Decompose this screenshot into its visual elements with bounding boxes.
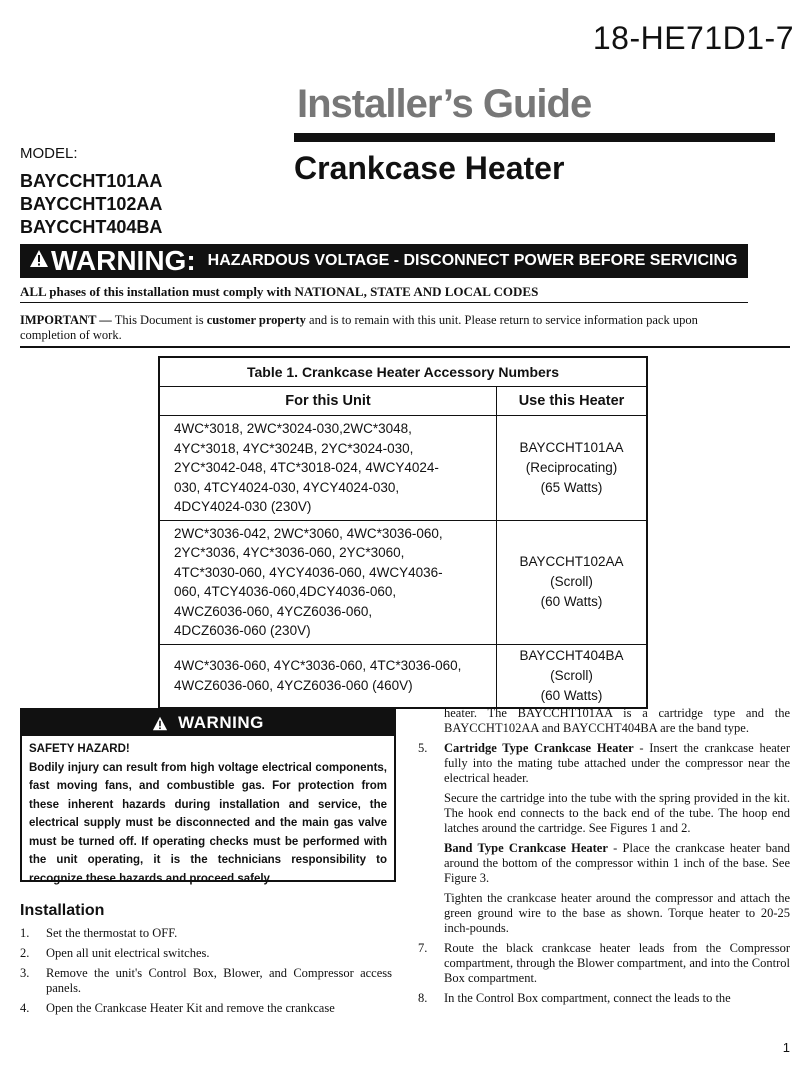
unit-list xyxy=(159,520,497,644)
heater-watts: (65 Watts) xyxy=(540,479,603,495)
step-text: Set the thermostat to OFF. xyxy=(46,926,178,940)
warning-box-header xyxy=(22,710,394,736)
list-item xyxy=(418,741,790,786)
title-rule xyxy=(294,133,775,142)
step-number: 7. xyxy=(418,941,428,955)
heater-type: (Scroll) xyxy=(550,667,593,683)
step-text: Remove the unit's Control Box, Blower, and Compressor access panels. xyxy=(46,966,392,995)
list-item xyxy=(418,991,790,1006)
codes-notice: ALL phases of this installation must comply with NATIONAL, STATE AND LOCAL CODES xyxy=(20,284,539,299)
divider xyxy=(20,346,790,348)
unit-line: 4DCZ6036-060 (230V) xyxy=(174,623,311,638)
step-continuation: heater. The BAYCCHT101AA is a cartridge type and the BAYCCHT102AA and BAYCCHT404BA are the band type. xyxy=(444,706,790,735)
heater-model: BAYCCHT404BA xyxy=(519,647,624,663)
warning-text: HAZARDOUS VOLTAGE - DISCONNECT POWER BEFORE SERVICING xyxy=(207,252,738,269)
step-number: 5. xyxy=(418,741,428,755)
model-list xyxy=(20,170,162,239)
table-title: Table 1. Crankcase Heater Accessory Numbers xyxy=(159,357,647,387)
model-label: MODEL: xyxy=(20,145,78,162)
heater-cell xyxy=(497,416,648,521)
important-notice xyxy=(20,313,752,343)
warning-triangle-icon xyxy=(29,248,49,274)
warning-label: WARNING: xyxy=(51,245,196,276)
unit-line: 4YC*3018, 4YC*3024B, 2YC*3024-030, xyxy=(174,440,414,456)
step-heading: Band Type Crankcase Heater xyxy=(444,841,608,855)
step-text: Route the black crankcase heater leads from the Compressor compartment, through the Blower compartment, and into the Control Box compartment. xyxy=(444,941,790,985)
page-number: 1 xyxy=(782,1040,790,1055)
step-text: Open the Crankcase Heater Kit and remove the crankcase xyxy=(46,1001,335,1015)
unit-line: 4TC*3030-060, 4YCY4036-060, 4WCY4036- xyxy=(174,564,443,580)
paragraph xyxy=(418,841,790,886)
paragraph: Tighten the crankcase heater around the compressor and attach the green ground wire to the base as shown. Torque heater to 20-25 inch-pounds. xyxy=(444,891,790,935)
heater-watts: (60 Watts) xyxy=(540,687,603,703)
unit-line: 2YC*3042-048, 4TC*3018-024, 4WCY4024- xyxy=(174,460,439,475)
list-item xyxy=(20,946,392,961)
table-row xyxy=(159,520,647,644)
step-text: - Insert the crankcase heater fully into the mating tube attached under the compressor near the electrical header. xyxy=(444,741,790,785)
unit-line: 4DCY4024-030 (230V) xyxy=(174,499,312,514)
heater-watts: (60 Watts) xyxy=(540,594,603,609)
list-item xyxy=(20,966,392,996)
step-number: 1. xyxy=(20,926,30,940)
unit-line: 4WC*3036-060, 4YC*3036-060, 4TC*3036-060, xyxy=(174,658,462,673)
step-text: - Place the crankcase heater band around the bottom of the compressor within 1 inch of the base. See Figure 3. xyxy=(444,841,790,885)
accessory-table xyxy=(158,356,648,709)
warning-triangle-icon xyxy=(152,716,168,731)
step-number: 2. xyxy=(20,946,30,960)
important-lead: IMPORTANT — xyxy=(20,313,112,327)
list-item xyxy=(20,1001,392,1016)
heater-model: BAYCCHT101AA xyxy=(519,439,624,455)
model-number: BAYCCHT102AA xyxy=(20,194,163,214)
model-number: BAYCCHT404BA xyxy=(20,217,163,237)
unit-line: 030, 4TCY4024-030, 4YCY4024-030, xyxy=(174,479,400,495)
unit-line: 2WC*3036-042, 2WC*3060, 4WC*3036-060, xyxy=(174,525,443,541)
unit-line: 4WCZ6036-060, 4YCZ6036-060, xyxy=(174,603,373,619)
column-header-heater: Use this Heater xyxy=(497,387,648,416)
unit-list xyxy=(159,416,497,521)
unit-line: 2YC*3036, 4YC*3036-060, 2YC*3060, xyxy=(174,545,405,560)
divider xyxy=(20,302,748,303)
important-bold: customer property xyxy=(206,313,306,327)
table-row xyxy=(159,644,647,708)
list-item xyxy=(20,926,392,941)
hazard-warning-bar xyxy=(20,244,748,278)
heater-model: BAYCCHT102AA xyxy=(519,554,624,569)
important-text-1: This Document is xyxy=(111,313,207,327)
step-heading: Cartridge Type Crankcase Heater xyxy=(444,741,634,755)
step-number: 4. xyxy=(20,1001,30,1015)
installation-heading: Installation xyxy=(20,902,105,919)
product-title: Crankcase Heater xyxy=(294,150,565,186)
warning-box-title: WARNING xyxy=(178,713,264,732)
step-number: 3. xyxy=(20,966,30,980)
document-number: 18-HE71D1-7 xyxy=(592,20,794,56)
step-number: 8. xyxy=(418,991,428,1005)
unit-list xyxy=(159,644,497,708)
list-item xyxy=(418,941,790,986)
warning-box-body xyxy=(22,736,394,892)
guide-title: Installer’s Guide xyxy=(297,82,592,126)
heater-type: (Reciprocating) xyxy=(525,459,618,475)
heater-cell xyxy=(497,520,648,644)
heater-type: (Scroll) xyxy=(550,574,593,589)
important-text-2: and is to remain with this unit. Please return to service information pack upon completion of work. xyxy=(20,313,698,342)
column-header-unit: For this Unit xyxy=(159,387,497,416)
warning-box-text: Bodily injury can result from high voltage electrical components, fast moving fans, and combustible gas. For protection from these inherent hazards during installation and service, the electrical supply must be disconnected and the main gas valve must be turned off. If operating checks must be performed with the unit operating, it is the technicians responsibility to recognize these hazards and proceed safely. xyxy=(29,761,387,885)
safety-warning-box xyxy=(20,708,396,885)
unit-line: 060, 4TCY4036-060,4DCY4036-060, xyxy=(174,584,397,599)
step-text: In the Control Box compartment, connect the leads to the xyxy=(444,991,731,1005)
model-number: BAYCCHT101AA xyxy=(20,171,163,191)
unit-line: 4WC*3018, 2WC*3024-030,2WC*3048, xyxy=(174,421,412,436)
paragraph: Secure the cartridge into the tube with the spring provided in the kit. The hook end connects to the back end of the tube. The hoop end latches around the cartridge. See Figures 1 and 2. xyxy=(444,791,790,835)
installation-steps xyxy=(20,926,392,1021)
heater-cell xyxy=(497,644,648,708)
unit-line: 4WCZ6036-060, 4YCZ6036-060 (460V) xyxy=(174,677,413,693)
table-row xyxy=(159,416,647,521)
right-column xyxy=(418,706,790,1011)
warning-box-subtitle: SAFETY HAZARD! xyxy=(29,743,130,755)
step-text: Open all unit electrical switches. xyxy=(46,946,210,960)
